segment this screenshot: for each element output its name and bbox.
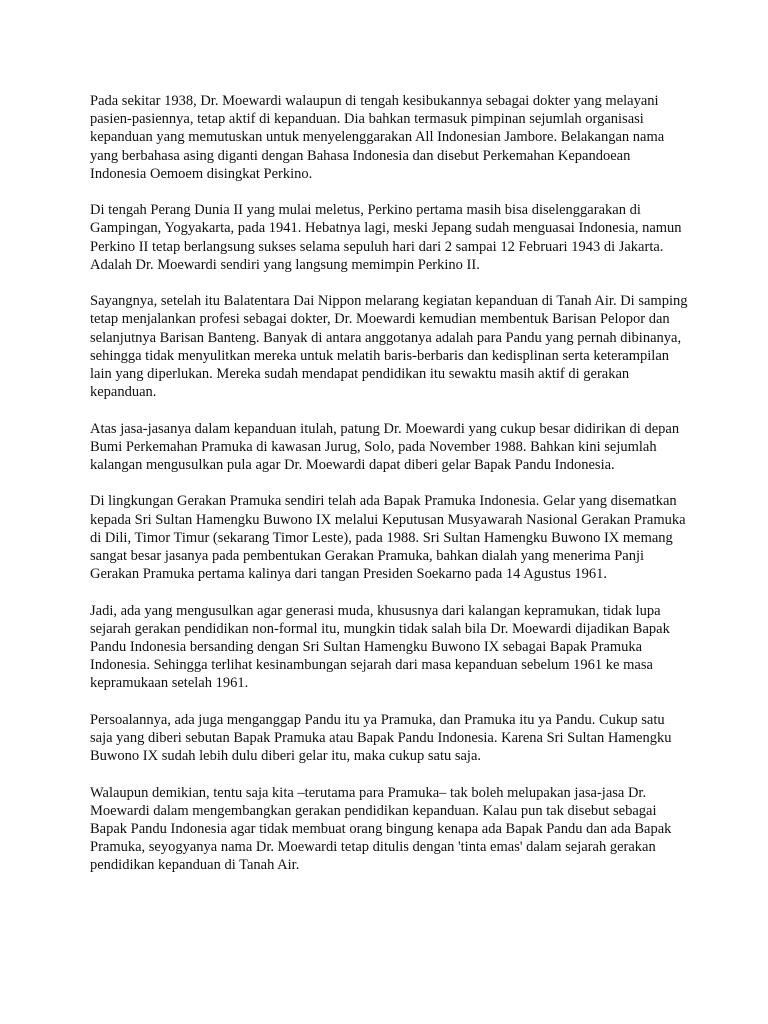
- paragraph-4: Atas jasa-jasanya dalam kepanduan itulah, patung Dr. Moewardi yang cukup besar didirikan di depan Bumi Perkemahan Pramuka di kawasan Jurug, Solo, pada November 1988. Bahkan kini sejumlah kalangan mengusulkan pula agar Dr. Moewardi dapat diberi gelar Bapak Pandu Indonesia.: [90, 420, 680, 474]
- paragraph-5: Di lingkungan Gerakan Pramuka sendiri telah ada Bapak Pramuka Indonesia. Gelar yang disematkan kepada Sri Sultan Hamengku Buwono IX melalui Keputusan Musyawarah Nasional Gerakan Pramuka di Dili, Timor Timur (sekarang Timor Leste), pada 1988. Sri Sultan Hamengku Buwono IX memang sangat besar jasanya pada pembentukan Gerakan Pramuka, bahkan dialah yang menerima Panji Gerakan Pramuka pertama kalinya dari tangan Presiden Soekarno pada 14 Agustus 1961.: [90, 493, 686, 583]
- paragraph-7: Persoalannya, ada juga menganggap Pandu itu ya Pramuka, dan Pramuka itu ya Pandu. Cukup satu saja yang diberi sebutan Bapak Pramuka atau Bapak Pandu Indonesia. Karena Sri Sultan Hamengku Buwono IX sudah lebih dulu diberi gelar itu, maka cukup satu saja.: [90, 711, 672, 765]
- document-body: [90, 92, 690, 893]
- paragraph-6: Jadi, ada yang mengusulkan agar generasi muda, khususnya dari kalangan kepramukan, tidak lupa sejarah gerakan pendidikan non-formal itu, mungkin tidak salah bila Dr. Moewardi dijadikan Bapak Pandu Indonesia bersanding dengan Sri Sultan Hamengku Buwono IX sebagai Bapak Pramuka Indonesia. Sehingga terlihat kesinambungan sejarah dari masa kepanduan sebelum 1961 ke masa kepramukaan setelah 1961.: [90, 602, 670, 692]
- paragraph-8: Walaupun demikian, tentu saja kita –terutama para Pramuka– tak boleh melupakan jasa-jasa Dr. Moewardi dalam mengembangkan gerakan pendidikan kepanduan. Kalau pun tak disebut sebagai Bapak Pandu Indonesia agar tidak membuat orang bingung kenapa ada Bapak Pandu dan ada Bapak Pramuka, seyogyanya nama Dr. Moewardi tetap ditulis dengan 'tinta emas' dalam sejarah gerakan pendidikan kepanduan di Tanah Air.: [90, 784, 672, 874]
- paragraph-3: Sayangnya, setelah itu Balatentara Dai Nippon melarang kegiatan kepanduan di Tanah Air. Di samping tetap menjalankan profesi sebagai dokter, Dr. Moewardi kemudian membentuk Barisan Pelopor dan selanjutnya Barisan Banteng. Banyak di antara anggotanya adalah para Pandu yang pernah dibinanya, sehingga tidak menyulitkan mereka untuk melatih baris-berbaris dan kedisplinan serta keterampilan lain yang diperlukan. Mereka sudah mendapat pendidikan itu sewaktu masih aktif di gerakan kepanduan.: [90, 293, 688, 401]
- paragraph-2: Di tengah Perang Dunia II yang mulai meletus, Perkino pertama masih bisa diselenggarakan di Gampingan, Yogyakarta, pada 1941. Hebatnya lagi, meski Jepang sudah menguasai Indonesia, namun Perkino II tetap berlangsung sukses selama sepuluh hari dari 2 sampai 12 Februari 1943 di Jakarta. Adalah Dr. Moewardi sendiri yang langsung memimpin Perkino II.: [90, 202, 682, 273]
- paragraph-1: Pada sekitar 1938, Dr. Moewardi walaupun di tengah kesibukannya sebagai dokter yang melayani pasien-pasiennya, tetap aktif di kepanduan. Dia bahkan termasuk pimpinan sejumlah organisasi kepanduan yang memutuskan untuk menyelenggarakan All Indonesian Jambore. Belakangan nama yang berbahasa asing diganti dengan Bahasa Indonesia dan disebut Perkemahan Kepandoean Indonesia Oemoem disingkat Perkino.: [90, 93, 665, 182]
